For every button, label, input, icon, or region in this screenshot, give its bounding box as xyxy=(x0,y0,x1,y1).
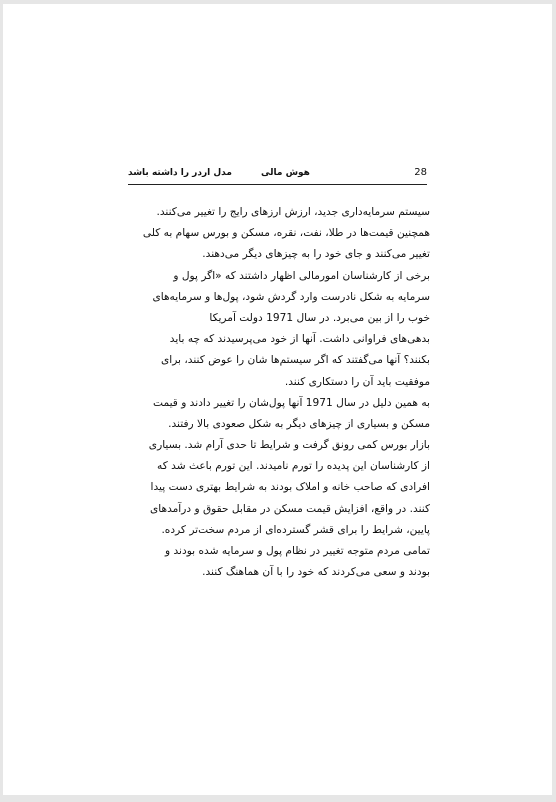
text-line: تغییر می‌کنند و جای خود را به چیزهای دیگر می‌دهند. xyxy=(202,248,430,261)
page-number: 28 xyxy=(414,167,427,178)
paragraph xyxy=(126,393,430,584)
text-line: بودند و سعی می‌کردند که خود را با آن هماهنگ کنند. xyxy=(202,566,430,579)
chapter-title: هوش مالی xyxy=(261,168,310,178)
text-line: موفقیت باید آن را دستکاری کنند. xyxy=(284,375,430,388)
running-title: مدل اردر را داشته باشد xyxy=(128,168,232,178)
paragraph xyxy=(126,266,430,393)
text-line: بازار بورس کمی رونق گرفت و شرایط تا حدی آرام شد. بسیاری xyxy=(148,439,430,452)
page-header xyxy=(128,166,427,185)
text-line: بکنند؟ آنها می‌گفتند که اگر سیستم‌ها شان را عوض کنند، برای xyxy=(160,354,430,367)
paragraph xyxy=(126,202,430,266)
text-line: سیستم سرمایه‌داری جدید، ارزش ارزهای رایج را تغییر می‌کنند. xyxy=(156,206,430,218)
text-line: کنند. در واقع، افزایش قیمت مسکن در مقابل حقوق و درآمدهای xyxy=(149,502,430,515)
text-line: برخی از کارشناسان امورمالی اظهار داشتند که «اگر پول و xyxy=(173,269,430,282)
text-line: افرادی که صاحب خانه و املاک بودند به شرایط بهتری دست پیدا xyxy=(150,481,430,494)
text-line: به همین دلیل در سال 1971 آنها پول‌شان را تغییر دادند و قیمت xyxy=(153,396,430,409)
text-line: بدهی‌های فراوانی داشت. آنها از خود می‌پرسیدند که چه باید xyxy=(169,333,430,346)
body-text xyxy=(126,202,430,583)
text-line: خوب را از بین می‌برد. در سال 1971 دولت آمریکا xyxy=(209,311,430,324)
text-line: از کارشناسان این پدیده را تورم نامیدند. این تورم باعث شد که xyxy=(157,460,430,473)
text-line: پایین، شرایط را برای قشر گسترده‌ای از مردم سخت‌تر کرده. xyxy=(161,523,430,536)
text-line: همچنین قیمت‌ها در طلا، نفت، نقره، مسکن و بورس سهام به کلی xyxy=(142,227,430,240)
text-line: مسکن و بسیاری از چیزهای دیگر به شکل صعودی بالا رفتند. xyxy=(168,417,430,430)
text-line: سرمایه به شکل نادرست وارد گردش شود، پول‌ها و سرمایه‌های xyxy=(152,290,430,303)
text-line: تمامی مردم متوجه تغییر در نظام پول و سرمایه شده بودند و xyxy=(164,545,430,557)
